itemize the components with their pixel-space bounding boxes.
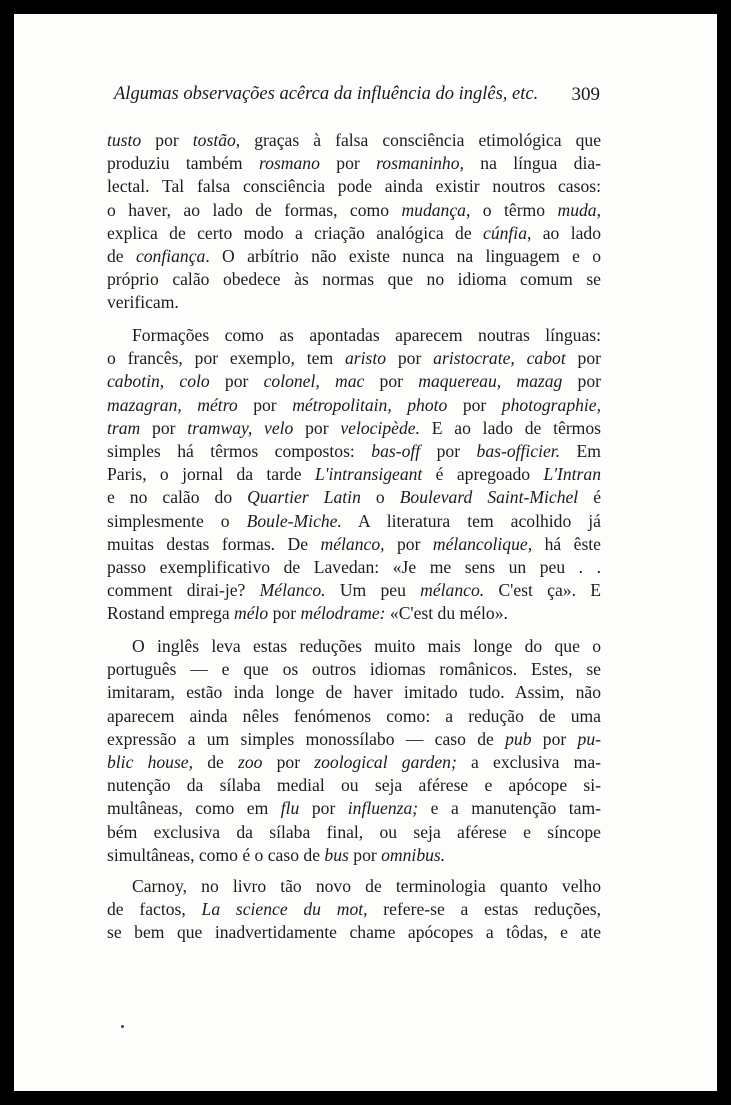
text-run: aparecem ainda nêles fenómenos como: a redução de uma bbox=[107, 705, 601, 726]
italic-term: blic house, bbox=[107, 752, 194, 772]
text-line bbox=[107, 370, 601, 393]
italic-term: maquereau, mazag bbox=[418, 371, 563, 392]
text-run: o haver, ao lado de formas, como bbox=[107, 199, 402, 220]
text-run: por bbox=[140, 417, 188, 438]
text-line bbox=[107, 921, 601, 944]
text-line bbox=[107, 602, 601, 625]
text-line bbox=[107, 898, 601, 921]
text-run: por bbox=[209, 371, 264, 392]
text-line bbox=[107, 821, 601, 844]
text-run: Um peu bbox=[325, 580, 421, 601]
ink-speck bbox=[121, 1025, 124, 1028]
italic-term: muda bbox=[557, 199, 597, 220]
text-line bbox=[107, 556, 601, 579]
text-run: Carnoy, no livro tão novo de terminologia quanto velho bbox=[132, 876, 601, 896]
text-line bbox=[107, 463, 601, 486]
text-line bbox=[107, 844, 601, 867]
text-run: graças à falsa consciência etimológica que bbox=[240, 130, 601, 150]
text-run: lectal. Tal falsa consciência pode ainda existir noutros casos: bbox=[107, 176, 601, 197]
text-run: por bbox=[141, 130, 193, 150]
text-run: próprio calão obedece às normas que no idioma comum se bbox=[107, 269, 601, 290]
text-run: . O arbítrio não existe nunca na linguagem e o bbox=[205, 246, 601, 266]
text-run: E ao lado de têrmos bbox=[420, 417, 602, 438]
text-run: Formações como as apontadas aparecem noutras línguas: bbox=[132, 325, 601, 345]
text-run: Rostand emprega bbox=[107, 603, 235, 624]
italic-term: pub bbox=[505, 728, 532, 749]
text-run: na língua dia- bbox=[463, 153, 601, 174]
italic-term: bas-officier. bbox=[476, 441, 561, 461]
text-run: comment dirai-je? bbox=[107, 580, 260, 601]
text-run: se bem que inadvertidamente chame apócopes a tôdas, e ate bbox=[107, 922, 601, 943]
text-run: e no calão do bbox=[107, 487, 248, 508]
text-run: o bbox=[360, 487, 400, 508]
italic-term: rosmaninho, bbox=[376, 153, 464, 174]
text-line bbox=[107, 440, 601, 463]
text-run: C'est ça». E bbox=[484, 580, 601, 601]
italic-term: Boulevard Saint-Michel bbox=[399, 487, 579, 508]
text-run: por bbox=[531, 728, 578, 749]
italic-term: Quartier Latin bbox=[247, 487, 361, 508]
text-run: é apregoado bbox=[422, 464, 544, 485]
italic-term: Boule-Miche. bbox=[246, 510, 342, 531]
text-run: simples há têrmos compostos: bbox=[107, 441, 372, 461]
page-header bbox=[114, 84, 600, 114]
italic-term: tram bbox=[107, 417, 141, 438]
italic-term: mélo bbox=[234, 603, 269, 624]
text-run: por bbox=[565, 348, 602, 369]
running-head: Algumas observações acêrca da influência do inglês, etc. bbox=[114, 84, 539, 104]
text-line bbox=[107, 658, 601, 681]
text-line bbox=[107, 291, 601, 314]
italic-term: rosmano bbox=[258, 153, 320, 174]
text-run: por bbox=[348, 844, 382, 865]
text-line bbox=[107, 774, 601, 797]
text-line bbox=[107, 199, 601, 222]
italic-term: cabotin, colo bbox=[107, 371, 210, 392]
italic-term: aristocrate, cabot bbox=[433, 348, 566, 369]
italic-term: La science du mot, bbox=[201, 899, 368, 920]
italic-term: zoo bbox=[238, 752, 263, 772]
text-run: por bbox=[386, 348, 434, 369]
text-line bbox=[132, 875, 601, 898]
text-run: e a manutenção tam- bbox=[418, 798, 601, 819]
text-line bbox=[107, 728, 601, 751]
italic-term: tusto bbox=[107, 130, 142, 150]
text-run: é bbox=[578, 487, 602, 508]
text-run: por bbox=[420, 441, 477, 461]
italic-term: pu- bbox=[577, 728, 601, 749]
text-run: O inglês leva estas reduções muito mais longe do que o bbox=[132, 636, 601, 656]
text-run: por bbox=[384, 533, 433, 554]
text-run: de bbox=[107, 246, 136, 266]
text-run: a exclusiva ma- bbox=[456, 752, 601, 772]
text-run: de factos, bbox=[107, 899, 202, 920]
text-run: português — e que os outros idiomas românicos. Estes, se bbox=[107, 659, 601, 680]
italic-term: cúnfia bbox=[483, 222, 527, 243]
text-run: , bbox=[596, 199, 601, 220]
italic-term: aristo bbox=[344, 348, 387, 369]
text-run: passo exemplificativo de Lavedan: «Je me sens un peu . . bbox=[107, 557, 601, 577]
italic-term: bas-off bbox=[371, 441, 421, 461]
italic-term: tostão, bbox=[192, 130, 241, 150]
text-run: explica de certo modo a criação analógica de bbox=[107, 222, 484, 243]
text-line bbox=[107, 705, 601, 728]
text-line bbox=[107, 268, 601, 291]
text-line bbox=[107, 245, 601, 268]
text-line bbox=[107, 751, 601, 774]
text-run: por bbox=[268, 603, 301, 624]
text-run: , o têrmo bbox=[465, 199, 558, 220]
text-run: muitas destas formas. De bbox=[107, 533, 321, 554]
italic-term: mazagran, métro bbox=[107, 394, 238, 415]
text-run: por bbox=[364, 371, 419, 392]
italic-term: mélodrame: bbox=[300, 603, 386, 624]
text-run: imitaram, estão inda longe de haver imitado tudo. Assim, não bbox=[107, 682, 601, 703]
text-run: o francês, por exemplo, tem bbox=[107, 348, 345, 369]
text-run: produziu também bbox=[107, 153, 259, 174]
text-run: por bbox=[262, 752, 315, 772]
text-run: por bbox=[293, 417, 341, 438]
text-line bbox=[132, 324, 601, 347]
text-run: multâneas, como em bbox=[107, 798, 281, 819]
text-run: há êste bbox=[532, 533, 601, 554]
text-line bbox=[107, 417, 601, 440]
italic-term: tramway, velo bbox=[187, 417, 294, 438]
italic-term: colonel, mac bbox=[263, 371, 365, 392]
text-line bbox=[107, 797, 601, 820]
text-run: por bbox=[299, 798, 348, 819]
page-number: 309 bbox=[571, 84, 600, 105]
italic-term: confiança bbox=[135, 246, 206, 266]
text-line bbox=[107, 533, 601, 556]
text-run: , ao lado bbox=[527, 222, 601, 243]
text-line bbox=[107, 681, 601, 704]
text-line bbox=[107, 510, 601, 533]
text-run: por bbox=[319, 153, 377, 174]
text-run: Paris, o jornal da tarde bbox=[107, 464, 315, 485]
text-line bbox=[107, 394, 601, 417]
italic-term: L'intransigeant bbox=[314, 464, 423, 485]
text-run: nutenção da sílaba medial ou seja aférese e apócope si- bbox=[107, 775, 601, 796]
italic-term: mélancolique, bbox=[432, 533, 533, 554]
text-run: por bbox=[237, 394, 293, 415]
text-run: verificam. bbox=[107, 292, 179, 313]
text-line bbox=[132, 635, 601, 658]
text-line bbox=[107, 175, 601, 198]
italic-term: mudança bbox=[401, 199, 466, 220]
italic-term: Mélanco. bbox=[259, 580, 326, 601]
text-run: de bbox=[193, 752, 238, 772]
italic-term: omnibus. bbox=[381, 844, 446, 865]
text-line bbox=[107, 486, 601, 509]
italic-term: mélanco. bbox=[420, 580, 485, 601]
text-run: por bbox=[562, 371, 601, 392]
italic-term: mélanco, bbox=[320, 533, 385, 554]
text-run: simultâneas, como é o caso de bbox=[107, 844, 325, 865]
italic-term: velocipède. bbox=[340, 417, 420, 438]
text-run: bém exclusiva da sílaba final, ou seja aférese e síncope bbox=[107, 821, 601, 842]
text-run: «C'est du mélo». bbox=[385, 603, 508, 624]
italic-term: photographie, bbox=[501, 394, 602, 415]
text-line bbox=[107, 222, 601, 245]
text-line bbox=[107, 129, 601, 152]
italic-term: bus bbox=[324, 844, 349, 865]
book-page bbox=[14, 14, 717, 1091]
text-run: A literatura tem acolhido já bbox=[341, 510, 601, 531]
text-run: Em bbox=[560, 441, 601, 461]
text-line bbox=[107, 152, 601, 175]
text-run: refere-se a estas reduções, bbox=[367, 899, 601, 920]
text-run: por bbox=[447, 394, 502, 415]
italic-term: zoological garden; bbox=[314, 752, 457, 772]
italic-term: influenza; bbox=[347, 798, 419, 819]
text-run: expressão a um simples monossílabo — caso de bbox=[107, 728, 506, 749]
italic-term: flu bbox=[280, 798, 300, 819]
text-line bbox=[107, 579, 601, 602]
italic-term: L'Intran bbox=[543, 464, 601, 485]
text-line bbox=[107, 347, 601, 370]
italic-term: métropolitain, photo bbox=[292, 394, 448, 415]
text-run: simplesmente o bbox=[107, 510, 247, 531]
